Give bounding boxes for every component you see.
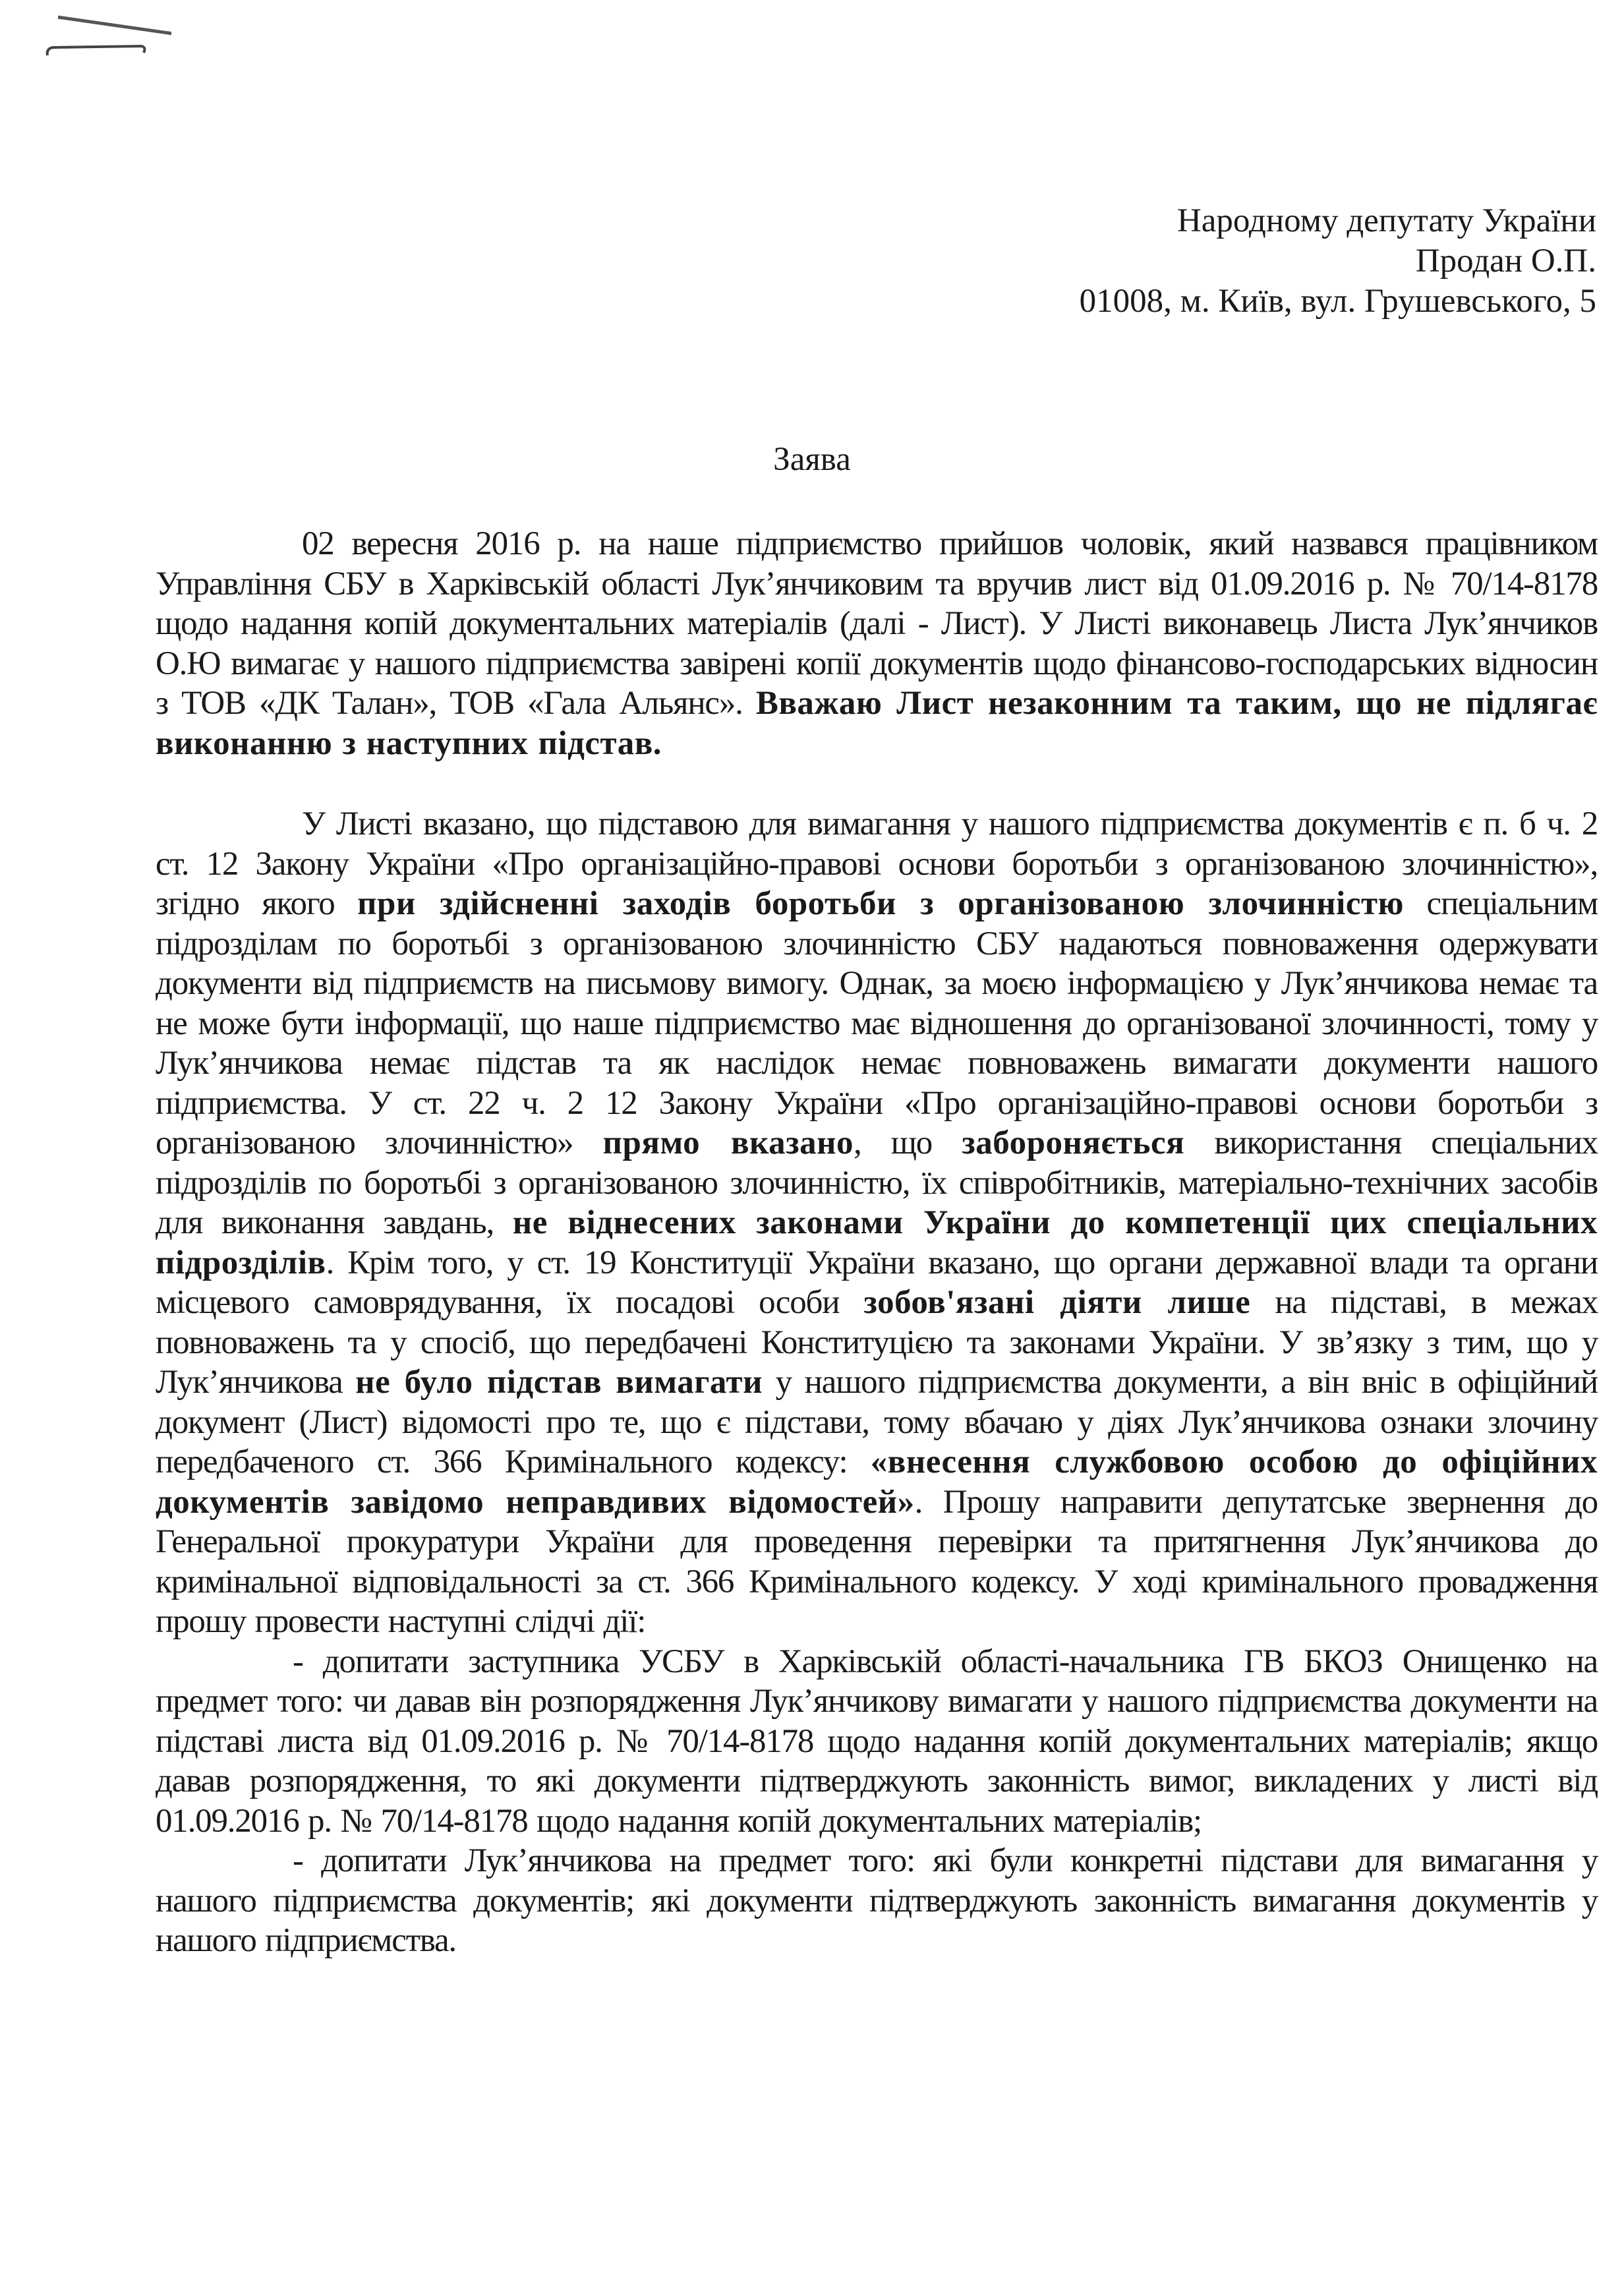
text: , що [854,1124,962,1161]
bold-text: не віднесених законами України до компетенції цих спеціальних підрозділів [156,1204,1598,1281]
bold-text: при здійсненні заходів боротьби з організованою злочинністю [357,885,1405,922]
text: . Прошу направити депутатське звернення до Генеральної прокуратури України для проведення перевірки та притягнення Лук’янчикова до кримінальної відповідальності за ст. 366 Кримінального кодексу. У ході кримінального провадження прошу провести наступні слідчі дії: [156,1483,1598,1640]
text: 02 вересня 2016 р. на наше підприємство прийшов чоловік, який назвався працівником Управління СБУ в Харківській області Лук’янчиковим та вручив лист від 01.09.2016 р. № 70/14-8178 щодо надання копій документальних матеріалів (далі - Лист). У Листі виконавець Листа Лук’янчиков О.Ю вимагає у нашого підприємства завірені копії документів щодо фінансово-господарських відносин з ТОВ «ДК Талан», ТОВ «Гала Альянс». [156,525,1598,722]
text: спеціальним підрозділам по боротьбі з організованою злочинністю СБУ надаються повноваження одержувати документи від підприємств на письмову вимогу. Однак, за моєю інформацією у Лук’янчикова немає та не може бути інформації, що наше підприємство має відношення до організованої злочинності, тому у Лук’янчикова немає підстав та як наслідок немає повноважень вимагати документи нашого підприємства. У ст. 22 ч. 2 12 Закону України «Про організаційно-правові основи боротьби з організованою злочинністю» [156,885,1598,1161]
text: - допитати Лук’янчикова на предмет того: які були конкретні підстави для вимагання у нашого підприємства документів; які документи підтверджують законність вимагання документів у нашого підприємства. [156,1842,1598,1959]
bold-text: не було підстав вимагати [355,1364,763,1401]
list-item [156,1841,1598,1961]
text: у нашого підприємства документи, а він вніс в офіційний документ (Лист) відомості про те, що є підстави, тому вбачаю у діях Лук’янчикова ознаки злочину передбаченого ст. 366 Кримінального кодексу: [156,1364,1598,1480]
addressee-name: Продан О.П. [1415,243,1596,279]
paragraph [156,804,1598,1642]
bold-text: «внесення службовою особою до офіційних документів завідомо неправдивих відомостей» [156,1444,1598,1521]
bold-text: зобов'язані діяти лише [863,1284,1251,1321]
document-body [156,524,1598,1961]
document-title: Заява [773,441,851,478]
list-item [156,1642,1598,1842]
text: використання спеціальних підрозділів по боротьбі з організованою злочинністю, їх співробітників, матеріально-технічних засобів для виконання завдань, [156,1124,1598,1241]
text: У Листі вказано, що підставою для вимагання у нашого підприємства документів є п. б ч. 2 ст. 12 Закону України «Про організаційно-правові основи боротьби з організованою злочинністю», згідно якого [156,805,1598,922]
text: на підставі, в межах повноважень та у спосіб, що передбачені Конституцією та законами України. У зв’язку з тим, що у Лук’янчикова [156,1284,1598,1401]
paragraph [156,524,1598,763]
bold-text: прямо вказано [602,1124,854,1161]
addressee-title: Народному депутату України [1176,202,1596,239]
addressee-block [1080,201,1596,322]
addressee-address: 01008, м. Київ, вул. Грушевського, 5 [1079,283,1596,320]
bold-text: забороняється [962,1124,1185,1161]
text: - допитати заступника УСБУ в Харківській області-начальника ГВ БКОЗ Онищенко на предмет того: чи давав він розпорядження Лук’янчикову вимагати у нашого підприємства документи на підставі листа від 01.09.2016 р. № 70/14-8178 щодо надання копій документальних матеріалів; якщо давав розпорядження, то які документи підтверджують законність вимог, викладених у листі від 01.09.2016 р. № 70/14-8178 щодо надання копій документальних матеріалів; [156,1643,1598,1840]
bold-text: Вважаю Лист незаконним та таким, що не підлягає виконанню з наступних підстав. [156,685,1598,762]
text: . Крім того, у ст. 19 Конституції України вказано, що органи державної влади та органи місцевого самоврядування, їх посадові особи [156,1244,1598,1321]
staple-mark [40,7,171,63]
